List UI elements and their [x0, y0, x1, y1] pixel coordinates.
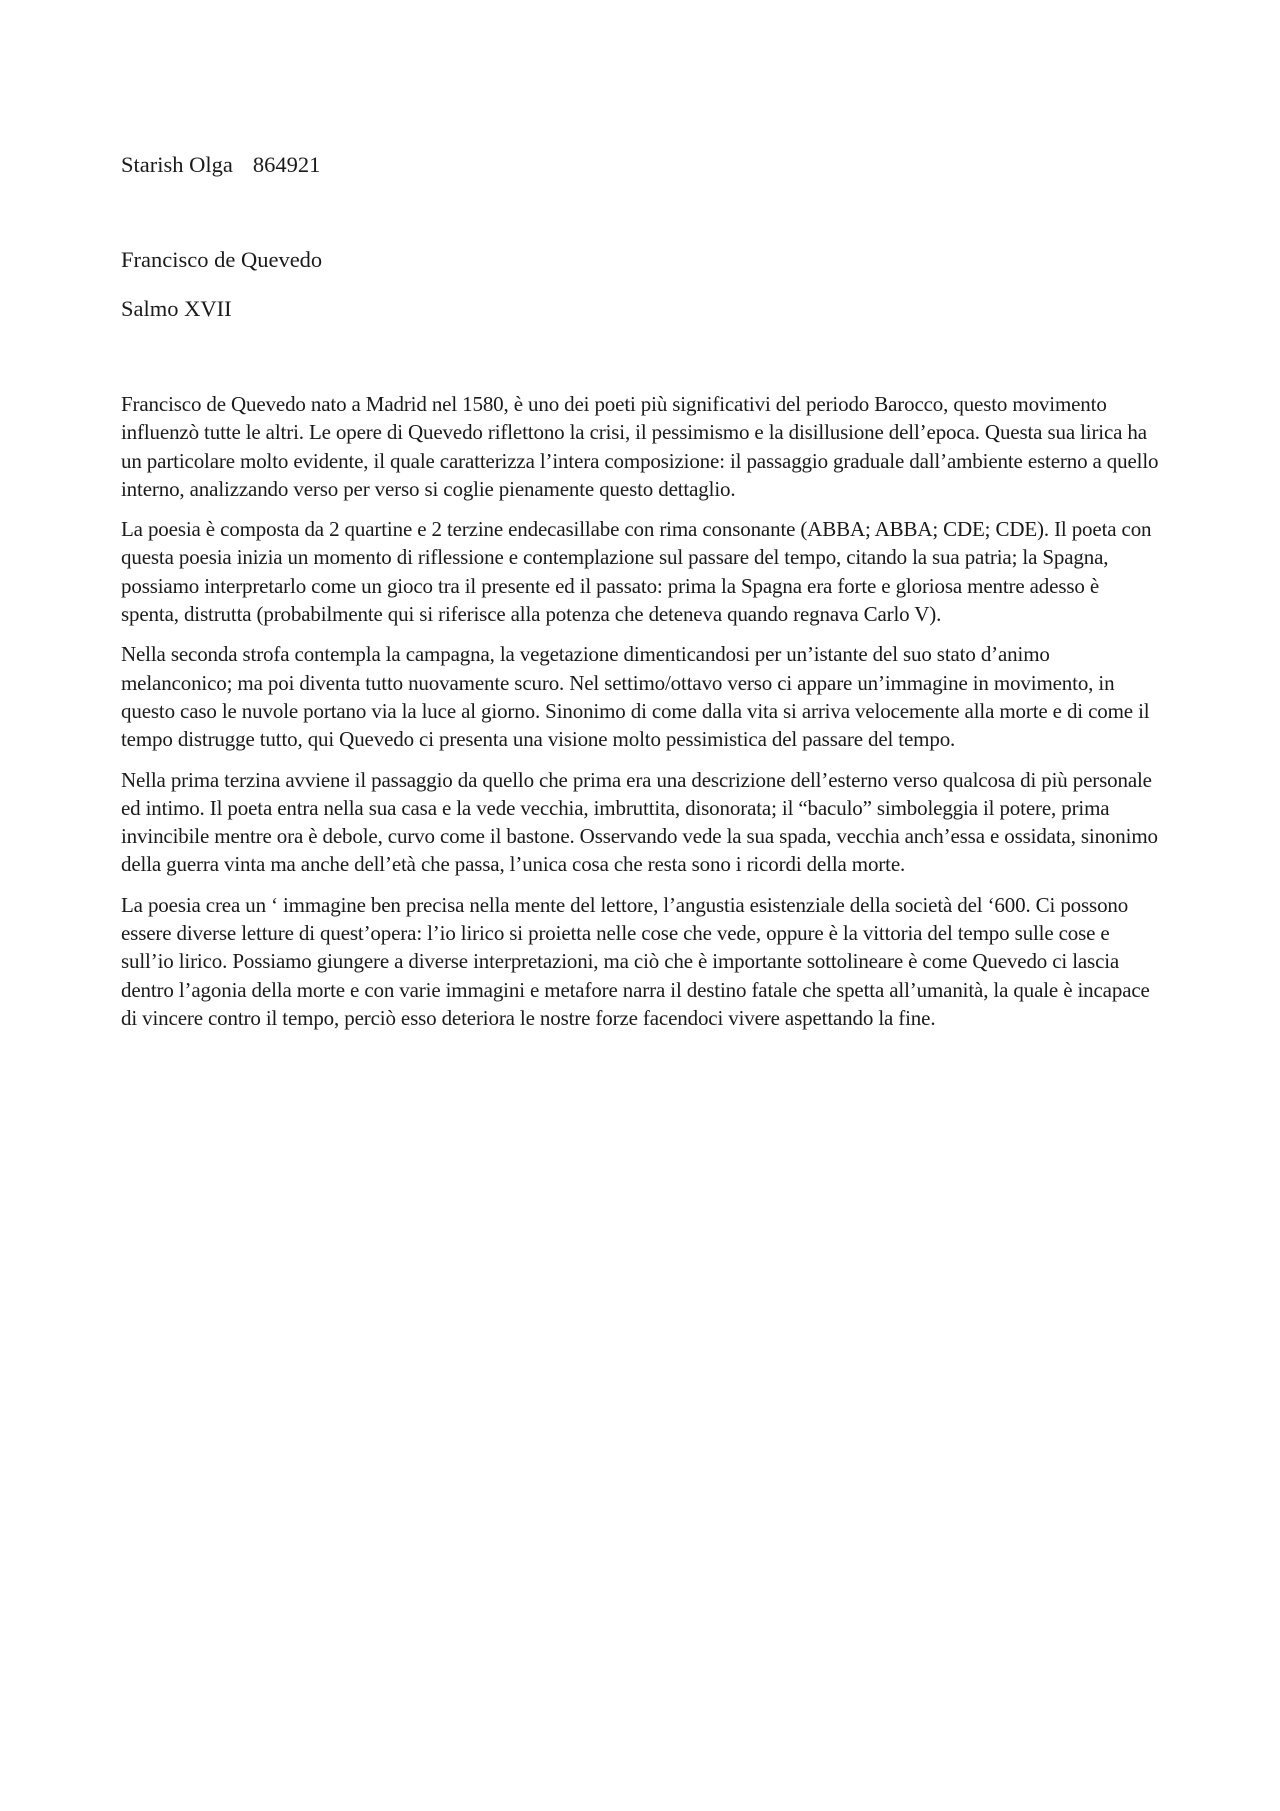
paragraph-structure: La poesia è composta da 2 quartine e 2 terzine endecasillabe con rima consonante (ABBA; ABBA; CDE; CDE). Il poeta con questa poesia inizia un momento di riflessione e contemplazione sul passare del tempo, citando la sua patria; la Spagna, possiamo interpretarlo come un gioco tra il presente ed il passato: prima la Spagna era forte e gloriosa mentre adesso è spenta, distrutta (probabilmente qui si riferisce alla potenza che deteneva quando regnava Carlo V). — [121, 517, 1152, 627]
paragraph-second-stanza: Nella seconda strofa contempla la campagna, la vegetazione dimenticandosi per un’istante del suo stato d’animo melanconico; ma poi diventa tutto nuovamente scuro. Nel settimo/ottavo verso ci appare un’immagine in movimento, in questo caso le nuvole portano via la luce al giorno. Sinonimo di come dalla vita si arriva velocemente alla morte e di come il tempo distrugge tutto, qui Quevedo ci presenta una visione molto pessimistica del passare del tempo. — [121, 642, 1150, 752]
paragraph-first-tercet: Nella prima terzina avviene il passaggio da quello che prima era una descrizione dell’esterno verso qualcosa di più personale ed intimo. Il poeta entra nella sua casa e la vede vecchia, imbruttita, disonorata; il “baculo” simboleggia il potere, prima invincibile mentre ora è debole, curvo come il bastone. Osservando vede la sua spada, vecchia anch’essa e ossidata, sinonimo della guerra vinta ma anche dell’età che passa, l’unica cosa che resta sono i ricordi della morte. — [121, 767, 1158, 877]
student-id: 864921 — [252, 152, 321, 177]
paragraph-conclusion: La poesia crea un ‘ immagine ben precisa nella mente del lettore, l’angustia esistenziale della società del ‘600. Ci possono essere diverse letture di quest’opera: l’io lirico si proietta nelle cose che vede, oppure è la vittoria del tempo sulle cose e sull’io lirico. Possiamo giungere a diverse interpretazioni, ma ciò che è importante sottolineare è come Quevedo ci lascia dentro l’agonia della morte e con varie immagini e metafore narra il destino fatale che spetta all’umanità, la quale è incapace di vincere contro il tempo, perciò esso deteriora le nostre forze facendoci vivere aspettando la fine. — [121, 892, 1150, 1030]
author-line — [121, 151, 320, 179]
student-name: Starish Olga — [121, 152, 233, 177]
poem-title: Salmo XVII — [121, 296, 232, 321]
poet-name: Francisco de Quevedo — [121, 247, 323, 272]
paragraph-intro: Francisco de Quevedo nato a Madrid nel 1580, è uno dei poeti più significativi del periodo Barocco, questo movimento influenzò tutte le altri. Le opere di Quevedo riflettono la crisi, il pessimismo e la disillusione dell’epoca. Questa sua lirica ha un particolare molto evidente, il quale caratterizza l’intera composizione: il passaggio graduale dall’ambiente esterno a quello interno, analizzando verso per verso si coglie pienamente questo dettaglio. — [121, 392, 1159, 501]
essay-body — [121, 390, 1161, 1044]
